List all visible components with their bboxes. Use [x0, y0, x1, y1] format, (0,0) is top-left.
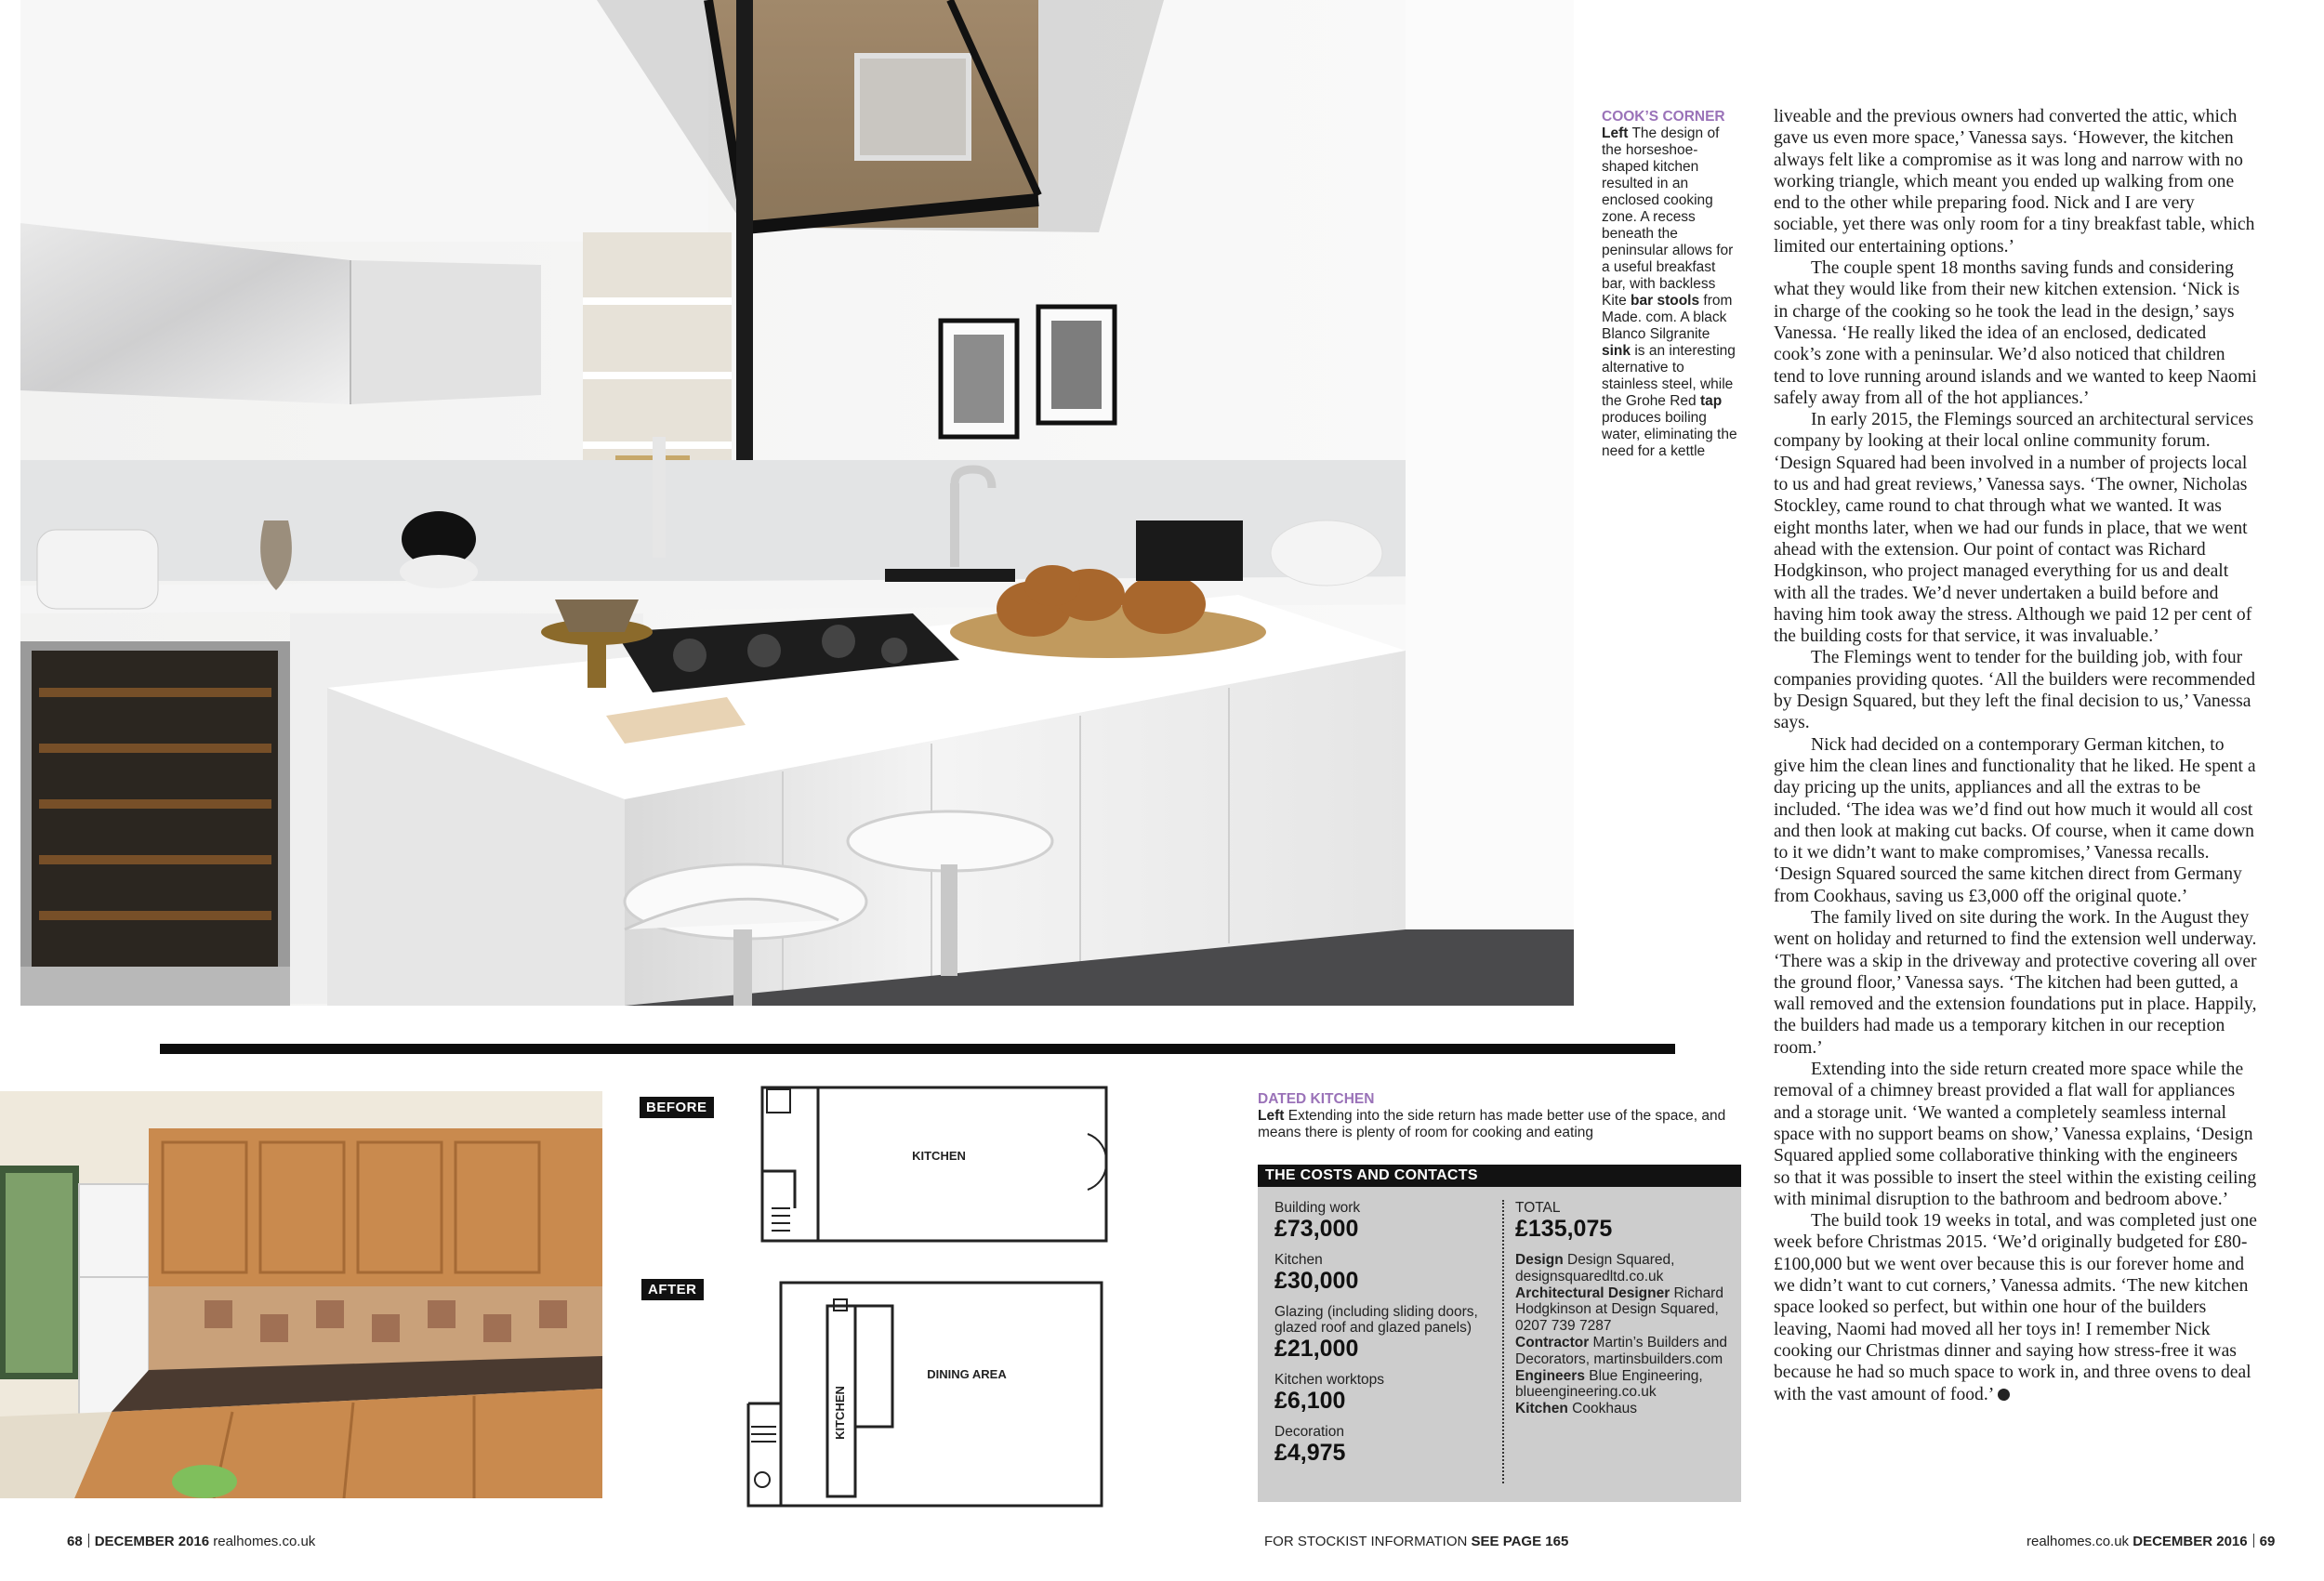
caption-text-2: from Made. com. A black Blanco Silgranite: [1602, 293, 1733, 342]
caption2-kicker: DATED KITCHEN: [1258, 1091, 1375, 1107]
cost-value: £6,100: [1274, 1388, 1346, 1414]
caption-text-4: produces boiling water, eliminating the need for a kettle: [1602, 410, 1737, 459]
contact-name: Design: [1515, 1252, 1564, 1268]
cost-label: Building work: [1274, 1200, 1361, 1216]
total-and-contacts: [1502, 1200, 1730, 1483]
before-plan-label: BEFORE: [640, 1097, 714, 1118]
footer-stockist-page: SEE PAGE 165: [1471, 1534, 1569, 1549]
caption-bold-tap: tap: [1699, 393, 1723, 409]
contact-name: Architectural Designer: [1515, 1285, 1670, 1301]
before-floor-plan: [744, 1078, 1116, 1255]
body-paragraph-7: Extending into the side return created more space while the removal of a chimney breast provided a flat wall for appliances and a storage unit. ‘We wanted a completely seamless internal space with no support beams on show,’ Vanessa explains, ‘Design Squared applied some collaborative thinking with the engineers so that it was possible to insert the steel within the existing ceiling with minimal disruption to the bathroom and bedroom above.’: [1774, 1060, 2257, 1209]
footer-stockist-text: FOR STOCKIST INFORMATION: [1264, 1534, 1472, 1549]
cost-item: [1274, 1424, 1488, 1467]
cooks-corner-caption: [1602, 109, 1739, 460]
contact-name: Contractor: [1515, 1334, 1590, 1350]
contact-entry: [1515, 1285, 1730, 1335]
body-paragraph-4: The Flemings went to tender for the building job, with four companies providing quotes. ‘All the builders were recommended by Design Squared, but they left the final decision to us,’ Vanessa says.: [1774, 648, 2256, 733]
costs-heading: THE COSTS AND CONTACTS: [1258, 1165, 1741, 1187]
body-paragraph-8: The build took 19 weeks in total, and was completed just one week before Christmas 2015. ‘We’d originally budgeted for £80-£100,000 but we went over because this is our forever home and we didn’t want to cut corners,’ Vanessa admits. ‘The new kitchen space looked so perfect, but within one hour of the builders leaving, Naomi had moved all her toys in! I remember Nick cooking our Christmas dinner and saying how stress-free it was because he had so much space to work in, and three ovens to deal with the vast amount of food.’: [1774, 1211, 2257, 1404]
cost-label: Glazing (including sliding doors, glazed roof and glazed panels): [1274, 1304, 1478, 1336]
caption-bold-bar-stools: bar stools: [1631, 293, 1700, 309]
caption2-text: Extending into the side return has made better use of the space, and means there is plenty of room for cooking and eating: [1258, 1108, 1726, 1140]
contact-detail: Blue Engineering, blueengineering.co.uk: [1515, 1367, 1703, 1401]
body-paragraph-1: liveable and the previous owners had converted the attic, which gave us even more space,’ Vanessa says. ‘However, the kitchen always felt like a compromise as it was long and narrow with no working triangle, which meant you ended up walking from one end to the other while preparing food. Nick and I are very sociable, yet there was only room for a tiny breakfast table, which limited our entertaining options.’: [1774, 107, 2255, 257]
dated-kitchen-caption: [1258, 1091, 1741, 1141]
contact-entry: [1515, 1401, 1730, 1417]
footer-right-page-number: 69: [2259, 1534, 2276, 1549]
cost-value: £4,975: [1274, 1440, 1346, 1466]
footer-right-site: realhomes.co.uk: [2027, 1534, 2130, 1549]
cost-item: [1274, 1200, 1488, 1243]
footer-left-site: realhomes.co.uk: [213, 1534, 316, 1549]
caption-text-1: The design of the horseshoe-shaped kitchen resulted in an enclosed cooking zone. A recess beneath the peninsular allows for a useful breakfast bar, with backless Kite: [1602, 125, 1734, 309]
total-value: £135,075: [1515, 1216, 1613, 1242]
body-paragraph-3: In early 2015, the Flemings sourced an architectural services company by looking at their local online community forum. ‘Design Squared had been involved in a number of projects local to us and had great reviews,’ Vanessa says. ‘The owner, Nicholas Stockley, came round to chat through what we wanted. It was eight months later, when we had our funds in place, that we went ahead with the extension. Our point of contact was Richard Hodgkinson, who project managed everything for us and dealt with all the trades. We’d never undertaken a build before and having him took away the stress. Although we paid 12 per cent of the building costs for that service, it was invaluable.’: [1774, 410, 2254, 647]
footer-separator: [88, 1534, 89, 1548]
cost-item: [1274, 1252, 1488, 1295]
cost-label: Kitchen: [1274, 1252, 1323, 1268]
contact-name: Engineers: [1515, 1367, 1585, 1384]
cost-item: [1274, 1304, 1488, 1363]
caption-lead: Left: [1602, 125, 1629, 141]
total-label: TOTAL: [1515, 1200, 1561, 1216]
section-divider: [160, 1044, 1675, 1054]
before-kitchen-photo: [0, 1091, 602, 1498]
after-plan-dining-label: DINING AREA: [927, 1367, 1007, 1381]
caption-kicker: COOK’S CORNER: [1602, 109, 1725, 125]
after-plan-kitchen-label: KITCHEN: [833, 1386, 847, 1440]
cost-value: £30,000: [1274, 1268, 1359, 1294]
footer-center: [1264, 1534, 1568, 1549]
costs-and-contacts-box: [1258, 1165, 1741, 1502]
contact-entry: [1515, 1335, 1730, 1368]
cost-value: £21,000: [1274, 1336, 1359, 1362]
article-body: [1774, 106, 2257, 1405]
costs-list: [1274, 1200, 1488, 1476]
after-floor-plan: [744, 1273, 1116, 1515]
caption2-lead: Left: [1258, 1108, 1285, 1124]
caption-text-3: is an interesting alternative to stainless steel, while the Grohe Red: [1602, 343, 1736, 409]
cost-item: [1274, 1372, 1488, 1415]
cost-label: Kitchen worktops: [1274, 1372, 1385, 1388]
contact-entry: [1515, 1252, 1730, 1285]
footer-right-issue: DECEMBER 2016: [2133, 1534, 2248, 1549]
kitchen-photo-illustration: [20, 0, 1574, 1006]
contact-name: Kitchen: [1515, 1401, 1568, 1417]
cost-label: Decoration: [1274, 1424, 1344, 1440]
footer-left: [67, 1534, 315, 1549]
body-paragraph-2: The couple spent 18 months saving funds and considering what they would like from their new kitchen extension. ‘Nick is in charge of the cooking so he took the lead in the design,’ says Vanessa. ‘He really liked the idea of an enclosed, dedicated cook’s zone with a peninsular. We’d also noticed that children tend to love running around islands and we wanted to keep Naomi safely away from all of the hot appliances.’: [1774, 258, 2257, 408]
contact-detail: Cookhaus: [1567, 1401, 1637, 1417]
footer-separator: [2253, 1534, 2254, 1548]
contact-detail: Richard Hodgkinson at Design Squared, 0207 739 7287: [1515, 1285, 1723, 1335]
contact-entry: [1515, 1368, 1730, 1402]
end-mark-icon: [1998, 1389, 2010, 1401]
contact-detail: Design Squared, designsquaredltd.co.uk: [1515, 1252, 1675, 1285]
dated-kitchen-illustration: [0, 1091, 602, 1498]
cost-value: £73,000: [1274, 1216, 1359, 1242]
after-plan-label: AFTER: [641, 1279, 704, 1300]
caption-bold-sink: sink: [1602, 343, 1631, 359]
contact-detail: Martin’s Builders and Decorators, martinsbuilders.com: [1515, 1334, 1727, 1367]
footer-left-issue: DECEMBER 2016: [94, 1534, 210, 1549]
hero-kitchen-photo: [20, 0, 1574, 1006]
footer-right: [2027, 1534, 2275, 1549]
body-paragraph-5: Nick had decided on a contemporary German kitchen, to give him the clean lines and functionality that he liked. He spent a day pricing up the units, appliances and all the extras to be included. ‘The idea was we’d find out how much it would all cost and then look at making cut backs. Of course, when it came down to it we didn’t want to make compromises,’ Vanessa recalls. ‘Design Squared sourced the same kitchen direct from Germany from Cookhaus, saving us £3,000 off the original quote.’: [1774, 734, 2256, 906]
body-paragraph-6: The family lived on site during the work. In the August they went on holiday and returned to find the extension well underway. ‘There was a skip in the driveway and protective covering all over the ground floor,’ Vanessa says. ‘The kitchen had been gutted, a wall removed and the extension foundations put in place. Happily, the builders had made us a temporary kitchen in our reception room.’: [1774, 907, 2257, 1058]
footer-left-page-number: 68: [67, 1534, 83, 1549]
before-plan-kitchen-label: KITCHEN: [912, 1149, 966, 1163]
